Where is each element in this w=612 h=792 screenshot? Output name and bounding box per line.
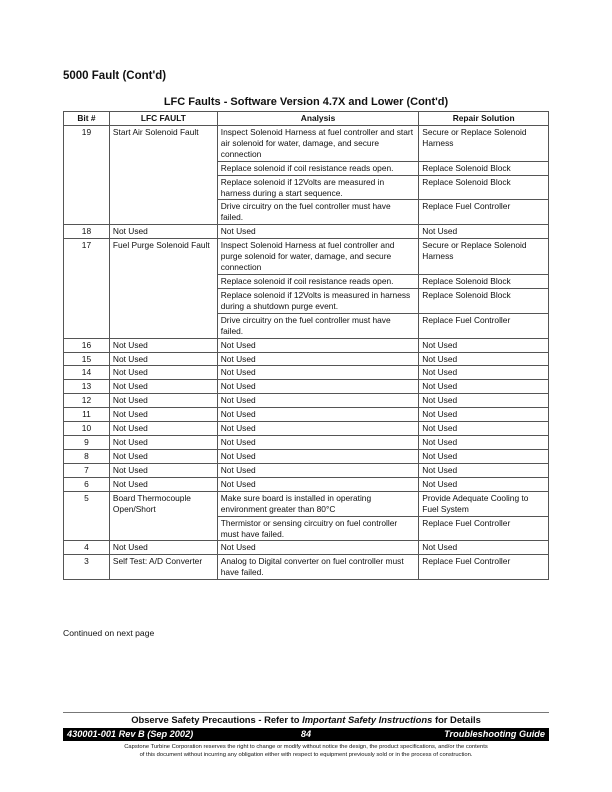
section-title: 5000 Fault (Cont'd) [63,70,167,82]
repair-cell: Not Used [419,436,549,450]
repair-cell: Not Used [419,477,549,491]
fault-cell: Not Used [109,366,217,380]
bit-cell: 10 [64,422,110,436]
repair-cell: Not Used [419,422,549,436]
repair-cell: Provide Adequate Cooling to Fuel System [419,491,549,516]
bit-cell: 17 [64,239,110,338]
fault-cell: Not Used [109,477,217,491]
table-row [64,422,549,436]
analysis-cell: Inspect Solenoid Harness at fuel controller and start air solenoid for water, damage, and secure connection [217,125,419,161]
table-row [64,380,549,394]
analysis-cell: Replace solenoid if coil resistance reads open. [217,274,419,288]
fault-cell: Not Used [109,541,217,555]
table-row [64,541,549,555]
repair-cell: Replace Fuel Controller [419,516,549,541]
table-row [64,366,549,380]
table-header-row [64,112,549,126]
page-number: 84 [300,729,312,739]
table-row [64,491,549,516]
analysis-cell: Not Used [217,394,419,408]
bit-cell: 18 [64,225,110,239]
repair-cell: Replace Fuel Controller [419,555,549,580]
repair-cell: Replace Solenoid Block [419,161,549,175]
fault-cell: Not Used [109,408,217,422]
repair-cell: Replace Solenoid Block [419,288,549,313]
copyright-line: of this document without incurring any obligation either with respect to equipment previously sold or in the process of construction. [139,751,473,758]
analysis-cell: Not Used [217,352,419,366]
analysis-cell: Not Used [217,477,419,491]
repair-cell: Replace Solenoid Block [419,175,549,200]
repair-cell: Replace Fuel Controller [419,200,549,225]
analysis-cell: Not Used [217,541,419,555]
bit-cell: 7 [64,463,110,477]
guide-title: Troubleshooting Guide [444,729,545,739]
table-row [64,555,549,580]
table-title: LFC Faults - Software Version 4.7X and Lower (Cont'd) [163,96,449,108]
footer-bar [63,728,549,741]
safety-suffix: for Details [432,714,481,725]
repair-cell: Not Used [419,225,549,239]
fault-cell: Not Used [109,449,217,463]
safety-prefix: Observe Safety Precautions - Refer to [131,714,303,725]
continued-note: Continued on next page [63,628,155,638]
analysis-cell: Replace solenoid if 12Volts are measured in harness during a start sequence. [217,175,419,200]
table-row [64,125,549,161]
analysis-cell: Make sure board is installed in operating environment greater than 80°C [217,491,419,516]
bit-cell: 4 [64,541,110,555]
bit-cell: 9 [64,436,110,450]
header-bit: Bit # [64,112,110,126]
analysis-cell: Drive circuitry on the fuel controller must have failed. [217,313,419,338]
fault-cell: Not Used [109,338,217,352]
repair-cell: Not Used [419,408,549,422]
analysis-cell: Replace solenoid if 12Volts is measured in harness during a shutdown purge event. [217,288,419,313]
analysis-cell: Not Used [217,422,419,436]
repair-cell: Replace Solenoid Block [419,274,549,288]
header-analysis: Analysis [217,112,419,126]
bit-cell: 12 [64,394,110,408]
analysis-cell: Not Used [217,366,419,380]
table-body [64,125,549,579]
bit-cell: 11 [64,408,110,422]
analysis-cell: Not Used [217,449,419,463]
fault-cell: Not Used [109,394,217,408]
table-row [64,352,549,366]
fault-cell: Not Used [109,380,217,394]
table-row [64,408,549,422]
table-row [64,477,549,491]
repair-cell: Not Used [419,352,549,366]
fault-cell: Not Used [109,352,217,366]
fault-cell: Start Air Solenoid Fault [109,125,217,224]
repair-cell: Not Used [419,541,549,555]
fault-cell: Self Test: A/D Converter [109,555,217,580]
fault-cell: Not Used [109,436,217,450]
footer-divider [63,712,549,713]
table-row [64,436,549,450]
table-row [64,239,549,275]
fault-cell: Fuel Purge Solenoid Fault [109,239,217,338]
analysis-cell: Not Used [217,338,419,352]
repair-cell: Replace Fuel Controller [419,313,549,338]
bit-cell: 14 [64,366,110,380]
bit-cell: 19 [64,125,110,224]
repair-cell: Not Used [419,366,549,380]
analysis-cell: Thermistor or sensing circuitry on fuel controller must have failed. [217,516,419,541]
analysis-cell: Replace solenoid if coil resistance reads open. [217,161,419,175]
copyright-line: Capstone Turbine Corporation reserves the right to change or modify without notice the design, the product specifications, and/or the contents [124,744,488,750]
safety-link-text: Important Safety Instructions [302,714,433,725]
copyright-notice [70,744,542,760]
table-row [64,463,549,477]
repair-cell: Secure or Replace Solenoid Harness [419,125,549,161]
bit-cell: 16 [64,338,110,352]
analysis-cell: Not Used [217,380,419,394]
fault-table [63,111,549,580]
analysis-cell: Not Used [217,436,419,450]
bit-cell: 15 [64,352,110,366]
fault-cell: Not Used [109,463,217,477]
safety-note [0,714,612,725]
repair-cell: Not Used [419,463,549,477]
repair-cell: Not Used [419,338,549,352]
repair-cell: Not Used [419,394,549,408]
analysis-cell: Not Used [217,408,419,422]
fault-cell: Board Thermocouple Open/Short [109,491,217,541]
analysis-cell: Not Used [217,463,419,477]
repair-cell: Secure or Replace Solenoid Harness [419,239,549,275]
analysis-cell: Drive circuitry on the fuel controller must have failed. [217,200,419,225]
bit-cell: 5 [64,491,110,541]
bit-cell: 13 [64,380,110,394]
analysis-cell: Inspect Solenoid Harness at fuel controller and purge solenoid for water, damage, and secure connection [217,239,419,275]
table-row [64,394,549,408]
analysis-cell: Analog to Digital converter on fuel controller must have failed. [217,555,419,580]
fault-cell: Not Used [109,225,217,239]
repair-cell: Not Used [419,449,549,463]
bit-cell: 3 [64,555,110,580]
table-row [64,225,549,239]
analysis-cell: Not Used [217,225,419,239]
table-row [64,338,549,352]
header-fault: LFC FAULT [109,112,217,126]
fault-cell: Not Used [109,422,217,436]
doc-number: 430001-001 Rev B (Sep 2002) [67,729,194,739]
table-row [64,449,549,463]
bit-cell: 6 [64,477,110,491]
header-repair: Repair Solution [419,112,549,126]
repair-cell: Not Used [419,380,549,394]
bit-cell: 8 [64,449,110,463]
